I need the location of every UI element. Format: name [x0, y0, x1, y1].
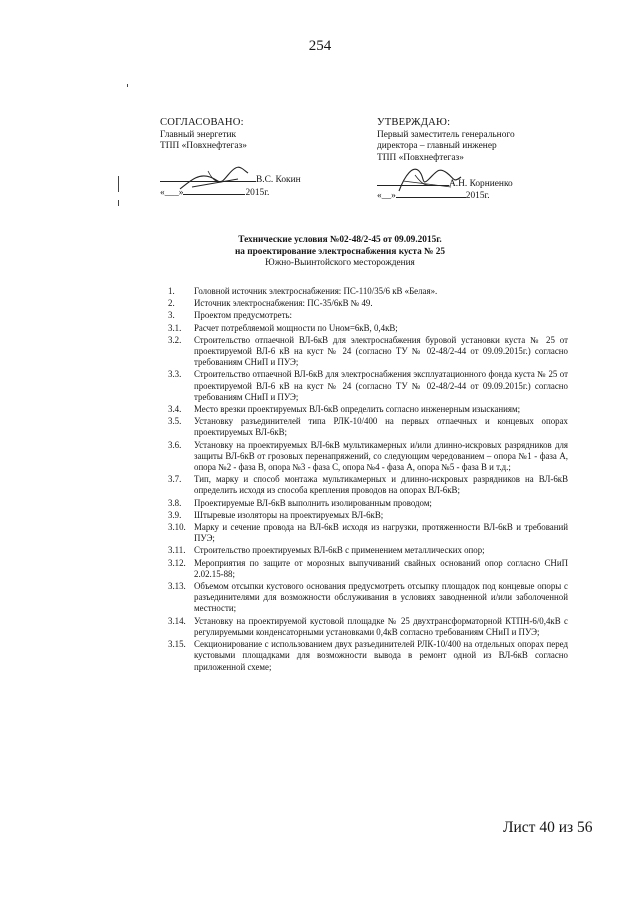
approved-organization: ТПП «Повхнефтегаз» — [377, 152, 464, 163]
margin-scan-mark — [118, 200, 119, 206]
agreed-block — [160, 117, 320, 202]
list-item: 3.11. Строительство проектируемых ВЛ-6кВ с применением металлических опор; — [168, 545, 485, 556]
list-item: 3.12. Мероприятия по защите от морозных выпучиваний свайных оснований опор согласно СНиП 2.02.15-88; — [168, 557, 568, 579]
approved-date-line — [377, 191, 490, 203]
requirements-list — [168, 286, 568, 675]
list-item: 3.13. Объемом отсыпки кустового основания предусмотреть отсыпку площадок под концевые опоры с разъединителями для возможности обслуживания в условиях заводненной и/или заболоченной местности; — [168, 581, 568, 614]
agreed-name: В.С. Кокин — [256, 175, 301, 185]
approved-position-line1: Первый заместитель генерального — [377, 129, 515, 140]
agreed-signature-line — [160, 175, 301, 187]
list-item: 1. Головной источник электроснабжения: ПС-110/35/6 кВ «Белая». — [168, 286, 438, 296]
list-item: 3.5. Установку разъединителей типа РЛК-10/400 на первых отпаечных и концевых опорах проектируемых ВЛ-6кВ; — [168, 416, 568, 438]
list-item: 3. Проектом предусмотреть: — [168, 310, 292, 321]
agreed-organization: ТПП «Повхнефтегаз» — [160, 141, 247, 151]
approved-position-line2: директора – главный инженер — [377, 141, 497, 151]
approved-date-prefix: «__» — [377, 191, 396, 201]
list-item: 3.7. Тип, марку и способ монтажа мультикамерных и длинно-искровых разрядников на ВЛ-6кВ определить исходя из способа крепления проводов на опорах ВЛ-6кВ; — [168, 474, 568, 496]
list-item: 3.9. Штыревые изоляторы на проектируемых ВЛ-6кВ; — [168, 509, 384, 520]
list-item: 3.2. Строительство отпаечной ВЛ-6кВ для электроснабжения буровой установки куста № 25 от проектируемой ВЛ-6 кВ на куст № 24 (согласно ТУ № 02-48/2-44 от 09.09.2015г.) согласно требованиям СНиП и ПУЭ; — [168, 334, 568, 368]
agreed-position: Главный энергетик — [160, 129, 237, 140]
list-item: 3.4. Место врезки проектируемых ВЛ-6кВ определить согласно инженерным изысканиям; — [168, 404, 521, 415]
list-item: 2. Источник электроснабжения: ПС-35/6кВ № 49. — [168, 298, 373, 309]
approved-name: А.Н. Корниенко — [449, 179, 513, 189]
agreed-heading: СОГЛАСОВАНО: — [160, 117, 244, 128]
list-item: 3.14. Установку на проектируемой кустовой площадке № 25 двухтрансформаторной КТПН-6/0,4кВ с регулируемыми конденсаторными установками 0,4кВ согласно требованиям СНиП и ПУЭ; — [168, 615, 568, 637]
margin-scan-mark — [118, 176, 119, 192]
list-item: 3.3. Строительство отпаечной ВЛ-6кВ для электроснабжения эксплуатационного фонда куста № 25 от проектируемой ВЛ-6 кВ на куст № 24 (согласно ТУ № 02-48/2-44 от 09.09.2015г.) согласно требованиям СНиП и ПУЭ; — [168, 369, 568, 402]
agreed-date-line — [160, 188, 269, 200]
list-item: 3.6. Установку на проектируемых ВЛ-6кВ мультикамерных и/или длинно-искровых разрядников для защиты ВЛ-6кВ от грозовых перенапряжений, со следующим чередованием – опора №1 - фаза А, опора №2 - фаза В, опора №3 - фаза С, опора №4 - фаза А, опора №5 - фаза В и т.д.; — [168, 439, 568, 473]
approved-heading: УТВЕРЖДАЮ: — [377, 117, 451, 128]
approved-block — [377, 117, 537, 202]
title-line-2: на проектирование электроснабжения куста № 25 — [234, 246, 446, 257]
document-title — [195, 235, 485, 270]
list-item: 3.15. Секционирование с использованием двух разъединителей РЛК-10/400 на отдельных опорах перед кустовыми площадками для возможности вывода в ремонт одной из ВЛ-6кВ согласно приложенной схеме; — [168, 639, 568, 672]
page-number: 254 — [308, 38, 332, 54]
title-line-1: Технические условия №02-48/2-45 от 09.09.2015г. — [238, 235, 442, 245]
margin-scan-mark — [127, 84, 128, 87]
approved-year: 2015г. — [465, 191, 490, 201]
agreed-year: 2015г. — [245, 188, 270, 198]
list-item: 3.8. Проектируемые ВЛ-6кВ выполнить изолированным проводом; — [168, 497, 432, 508]
list-item: 3.1. Расчет потребляемой мощности по Uном=6кВ, 0,4кВ; — [168, 322, 398, 333]
approved-signature-line — [377, 179, 513, 191]
list-item: 3.10. Марку и сечение провода на ВЛ-6кВ исходя из нагрузки, протяженности ВЛ-6кВ и требований ПУЭ; — [168, 522, 568, 544]
sheet-label: Лист 40 из 56 — [503, 819, 593, 836]
title-line-3: Южно-Выинтойского месторождения — [265, 258, 415, 269]
agreed-date-prefix: «___» — [160, 188, 184, 198]
